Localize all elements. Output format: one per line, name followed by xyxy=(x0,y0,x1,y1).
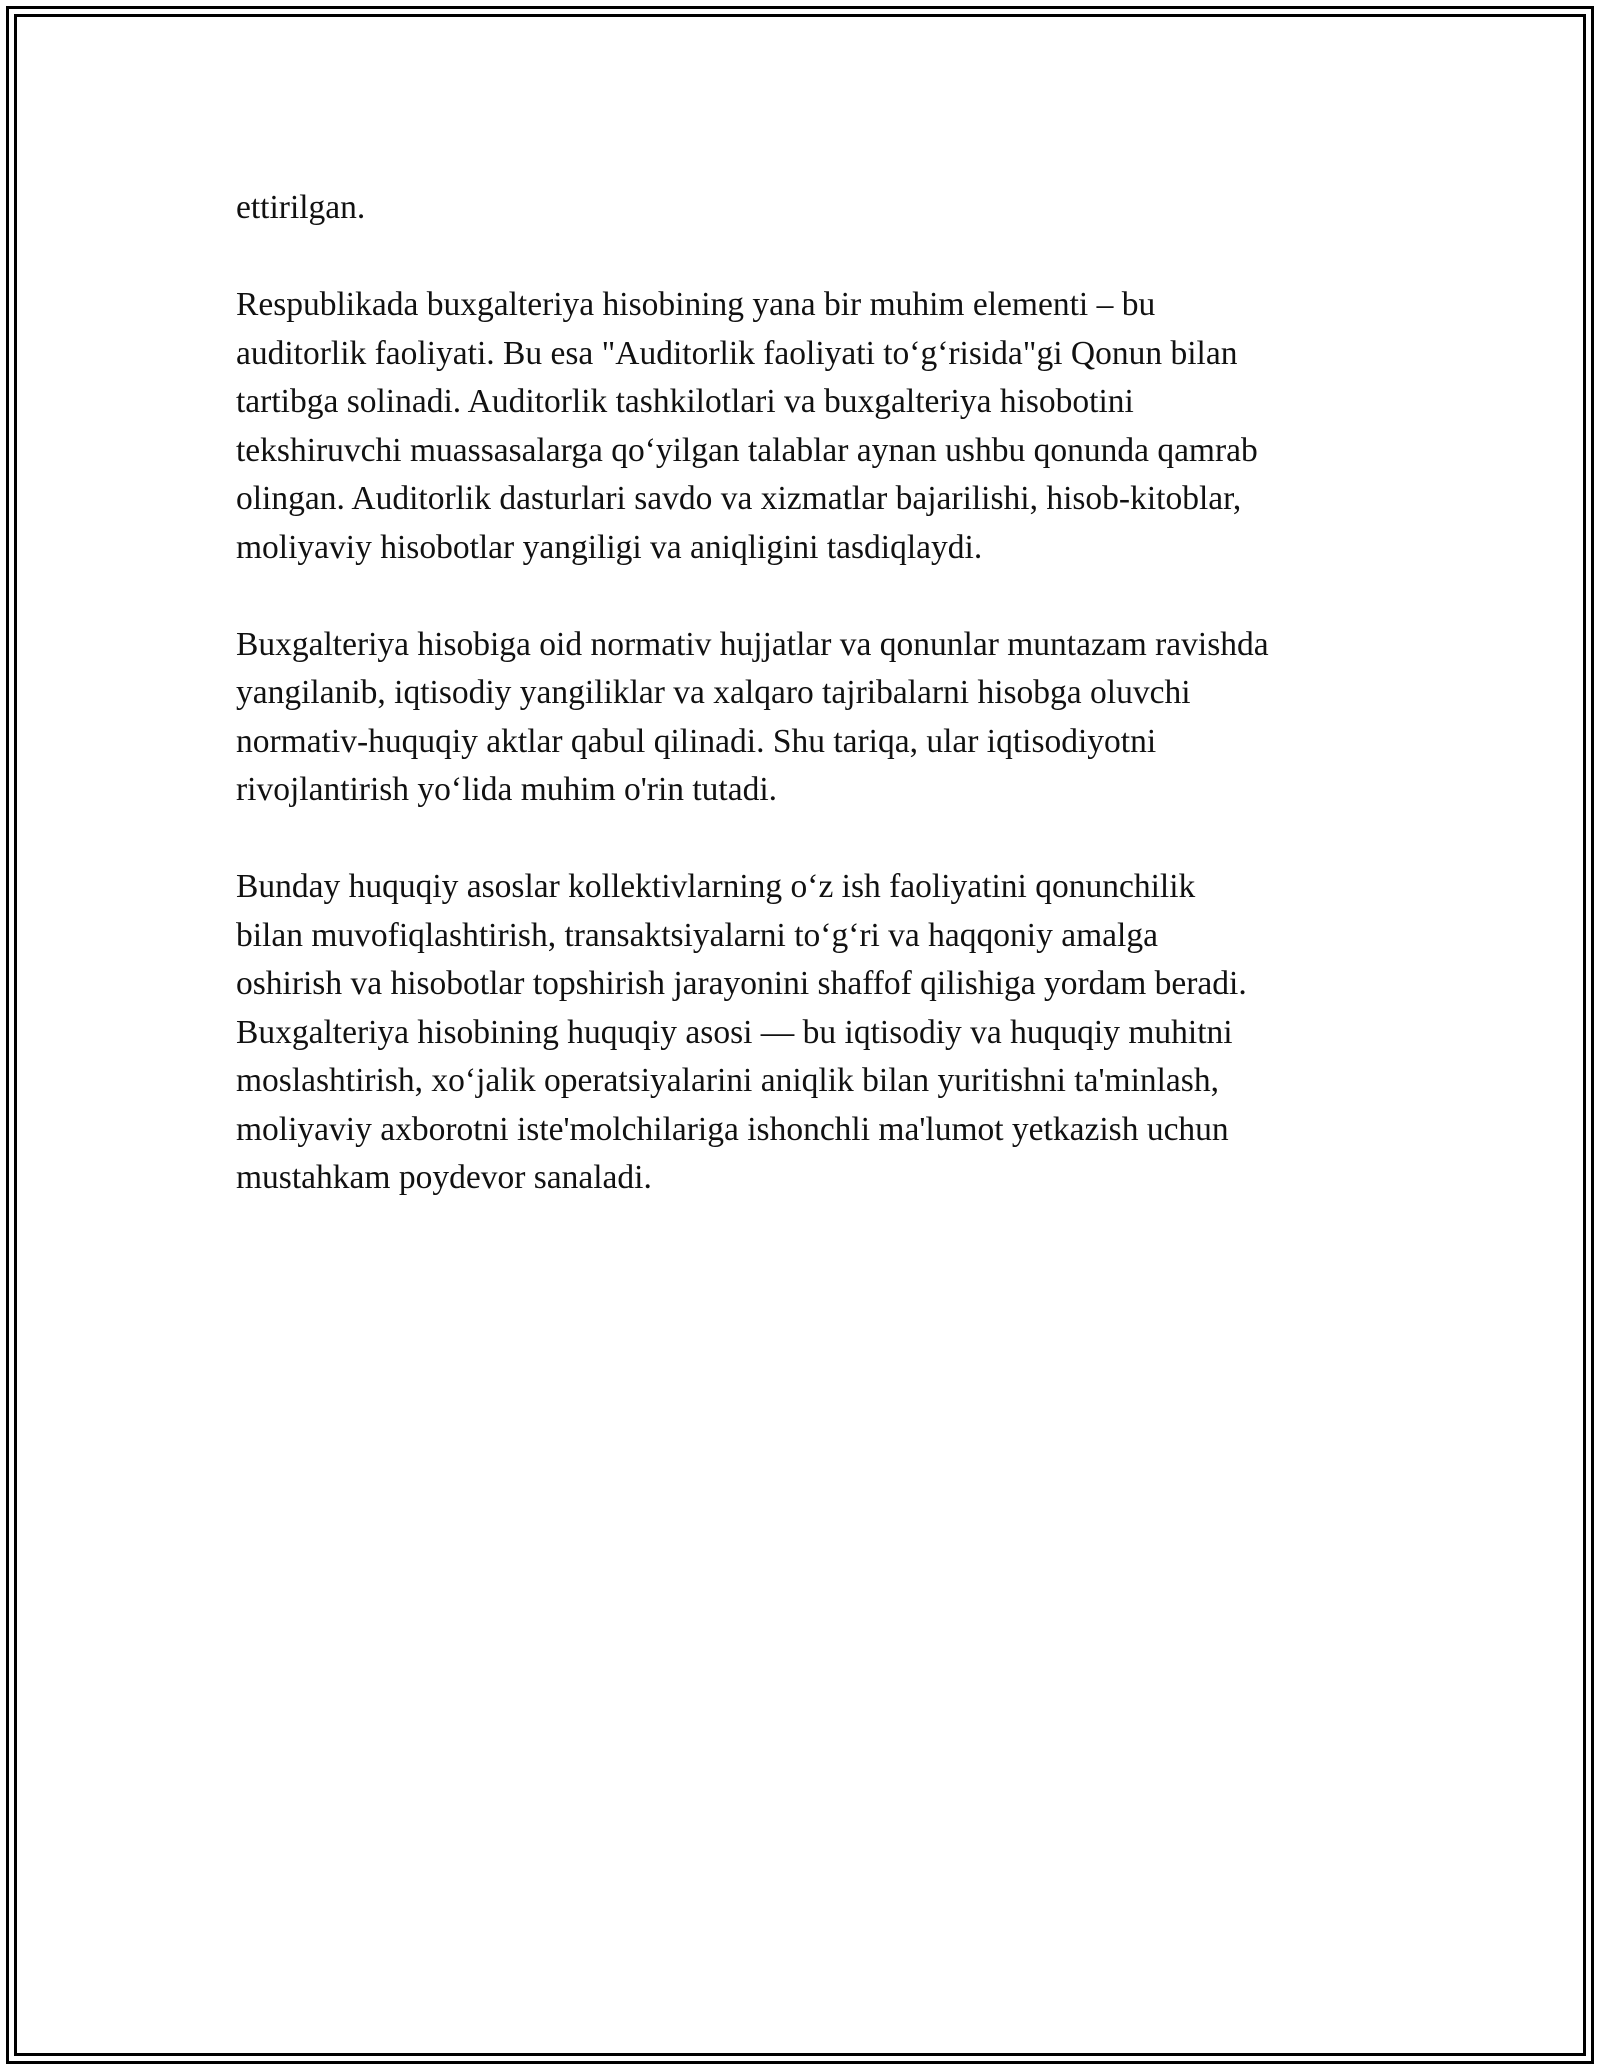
text-line: rivojlantirish yo‘lida muhim o'rin tutadi. xyxy=(236,771,778,808)
text-line: Respublikada buxgalteriya hisobining yana bir muhim elementi – bu xyxy=(236,286,1156,323)
text-line: ettirilgan. xyxy=(236,189,366,226)
text-line: tekshiruvchi muassasalarga qo‘yilgan talablar aynan ushbu qonunda qamrab xyxy=(236,431,1258,469)
text-line: bilan muvofiqlashtirish, transaktsiyalarni to‘g‘ri va haqqoniy amalga xyxy=(236,916,1158,954)
text-line: tartibga solinadi. Auditorlik tashkilotlari va buxgalteriya hisobotini xyxy=(236,383,1134,420)
text-line: normativ-huquqiy aktlar qabul qilinadi. Shu tariqa, ular iqtisodiyotni xyxy=(236,722,1157,760)
text-line: moliyaviy axborotni iste'molchilariga ishonchli ma'lumot yetkazish uchun xyxy=(236,1110,1229,1148)
text-line: olingan. Auditorlik dasturlari savdo va xizmatlar bajarilishi, hisob-kitoblar, xyxy=(236,480,1242,517)
text-line: oshirish va hisobotlar topshirish jarayonini shaffof qilishiga yordam beradi. xyxy=(236,965,1247,1002)
text-line: auditorlik faoliyati. Bu esa "Auditorlik faoliyati to‘g‘risida"gi Qonun bilan xyxy=(236,334,1238,372)
paragraph-3 xyxy=(236,621,1386,815)
text-line: moslashtirish, xo‘jalik operatsiyalarini aniqlik bilan yuritishni ta'minlash, xyxy=(236,1062,1219,1099)
paragraph-4 xyxy=(236,863,1386,1203)
text-line: moliyaviy hisobotlar yangiligi va aniqligini tasdiqlaydi. xyxy=(236,528,983,566)
paragraph-2 xyxy=(236,281,1386,572)
text-line: mustahkam poydevor sanaladi. xyxy=(236,1159,652,1196)
text-line: yangilanib, iqtisodiy yangiliklar va xalqaro tajribalarni hisobga oluvchi xyxy=(236,674,1191,711)
text-line: Buxgalteriya hisobining huquqiy asosi — bu iqtisodiy va huquqiy muhitni xyxy=(236,1013,1233,1051)
text-line: Bunday huquqiy asoslar kollektivlarning o‘z ish faoliyatini qonunchilik xyxy=(236,868,1196,905)
text-line: Buxgalteriya hisobiga oid normativ hujjatlar va qonunlar muntazam ravishda xyxy=(236,625,1269,663)
paragraph-1 xyxy=(236,184,1386,233)
page-body xyxy=(236,184,1386,1251)
